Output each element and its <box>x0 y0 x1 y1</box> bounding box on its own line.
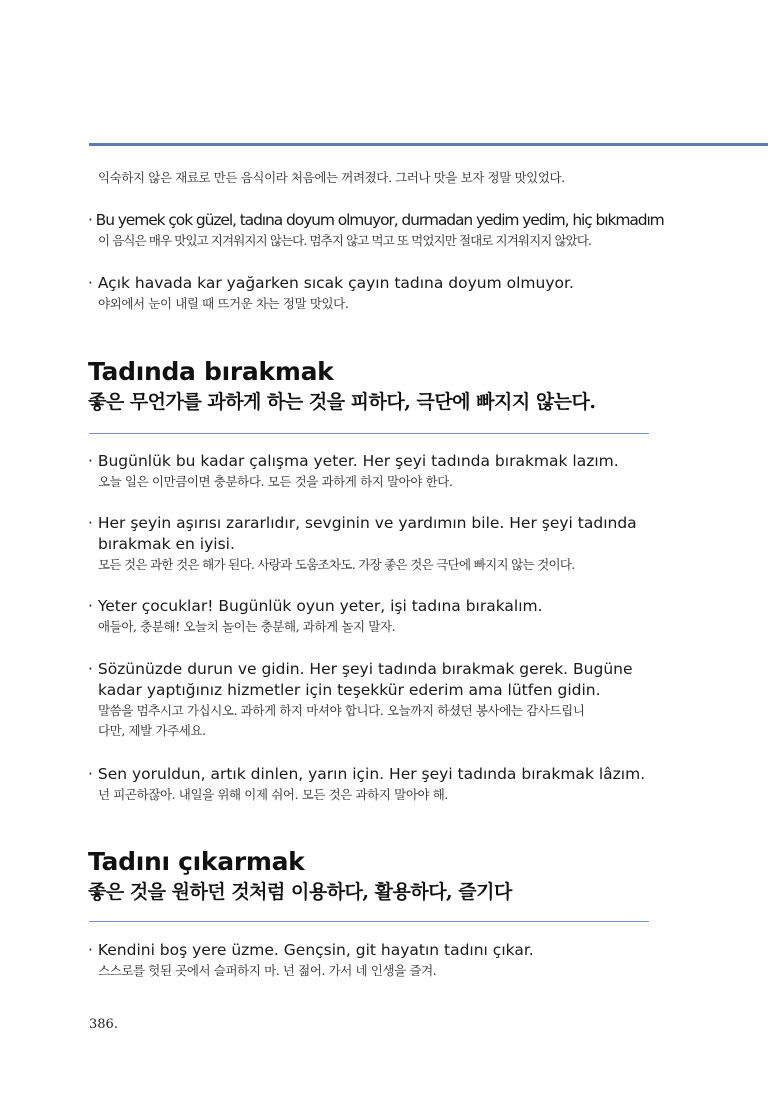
idiom-title: Tadında bırakmak <box>88 357 334 386</box>
idiom-title: Tadını çıkarmak <box>88 847 305 876</box>
example-entry <box>88 168 668 188</box>
korean-translation: 모든 것은 과한 것은 해가 된다. 사랑과 도움조차도. 가장 좋은 것은 극단에 빠지지 않는 것이다. <box>98 557 575 572</box>
idiom-meaning: 좋은 것을 원하던 것처럼 이용하다, 활용하다, 즐기다 <box>88 881 512 903</box>
turkish-sentence: · Kendini boş yere üzme. Gençsin, git hayatın tadını çıkar. <box>88 941 534 959</box>
example-entry <box>88 764 668 805</box>
top-rule <box>89 143 768 146</box>
section-heading <box>88 357 688 415</box>
idiom-meaning: 좋은 무언가를 과하게 하는 것을 피하다, 극단에 빠지지 않는다. <box>88 391 596 413</box>
turkish-sentence: · Açık havada kar yağarken sıcak çayın tadına doyum olmuyor. <box>88 274 574 292</box>
section-divider <box>89 921 649 922</box>
example-entry <box>88 210 668 251</box>
korean-translation: 익숙하지 않은 재료로 만든 음식이라 처음에는 꺼려졌다. 그러나 맛을 보자 정말 맛있었다. <box>98 170 565 185</box>
example-entry <box>88 659 668 741</box>
korean-translation: 스스로를 헛된 곳에서 슬퍼하지 마. 넌 젊어. 가서 네 인생을 즐겨. <box>98 963 437 978</box>
korean-translation: 오늘 일은 이만큼이면 충분하다. 모든 것을 과하게 하지 말아야 한다. <box>98 474 453 489</box>
example-entry <box>88 513 668 575</box>
turkish-sentence: · Yeter çocuklar! Bugünlük oyun yeter, işi tadına bırakalım. <box>88 597 543 615</box>
example-entry <box>88 273 668 314</box>
korean-translation: 말씀을 멈추시고 가십시오. 과하게 하지 마셔야 합니다. 오늘까지 하셨던 봉사에는 감사드립니다만, 제발 가주세요. <box>98 703 585 738</box>
example-entry <box>88 940 668 981</box>
korean-translation: 이 음식은 매우 맛있고 지겨워지지 않는다. 멈추지 않고 먹고 또 먹었지만 절대로 지겨워지지 않았다. <box>98 233 592 248</box>
korean-translation: 애들아, 충분해! 오늘치 놀이는 충분해, 과하게 놀지 말자. <box>98 619 396 634</box>
turkish-sentence: · Sözünüzde durun ve gidin. Her şeyi tadında bırakmak gerek. Bugüne kadar yaptığınız hizmetler için teşekkür ederim ama lütfen gidin. <box>88 660 633 699</box>
turkish-sentence: · Sen yoruldun, artık dinlen, yarın için. Her şeyi tadında bırakmak lâzım. <box>88 765 646 783</box>
example-entry <box>88 596 668 637</box>
page-number: 386. <box>89 1017 118 1032</box>
korean-translation: 넌 피곤하잖아. 내일을 위해 이제 쉬어. 모든 것은 과하지 말아야 해. <box>98 787 449 802</box>
example-entry <box>88 451 668 492</box>
korean-translation: 야외에서 눈이 내릴 때 뜨거운 차는 정말 맛있다. <box>98 296 349 311</box>
turkish-sentence: · Bugünlük bu kadar çalışma yeter. Her şeyi tadında bırakmak lazım. <box>88 452 619 470</box>
section-heading <box>88 847 688 905</box>
section-divider <box>89 433 649 434</box>
turkish-sentence: · Her şeyin aşırısı zararlıdır, sevginin ve yardımın bile. Her şeyi tadında bırakmak en iyisi. <box>88 514 637 553</box>
turkish-sentence: · Bu yemek çok güzel, tadına doyum olmuyor, durmadan yedim yedim, hiç bıkmadım <box>88 211 664 229</box>
